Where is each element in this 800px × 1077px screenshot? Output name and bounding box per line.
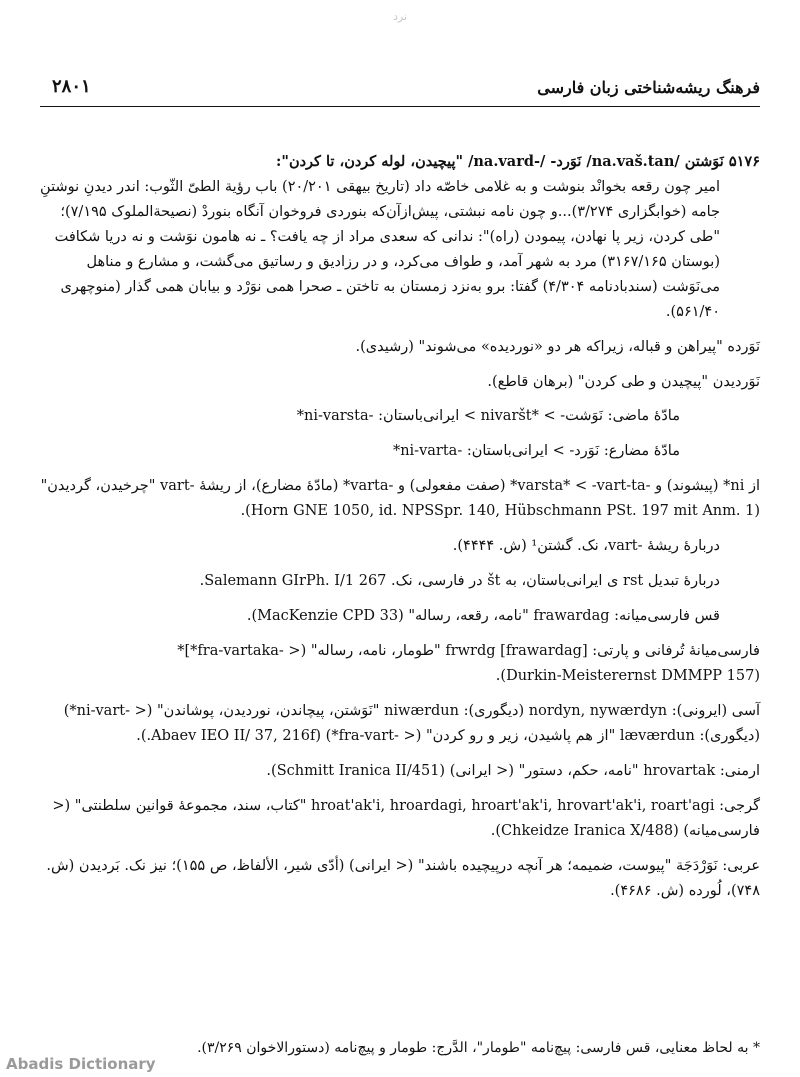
header-divider <box>40 106 760 107</box>
entry-headword: ۵۱۷۶ نَوَشتن /na.vaš.tan/ نَوَرد- /-na.vard/ "پیچیدن، لوله کردن، تا کردن": <box>276 153 760 170</box>
sound-change-note: دربارهٔ تبدیل rst ی ایرانی‌باستان، به št در فارسی، نک. Salemann GIrPh. I/1 267. <box>199 573 720 590</box>
arabic-loan: عربی: نَوَرْدَجَة "پیوست، ضمیمه؛ هر آنچه درپیچیده باشند" (< ایرانی) (أدّی شیر، الألفاظ، ص ۱۵۵)؛ نیز نک. بَردیدن (ش. ۷۴۸)، لُورده (ش. ۴۶۸۶). <box>46 857 760 899</box>
running-header-title: فرهنگ ریشه‌شناختی زبان فارسی <box>537 78 760 97</box>
entry-body <box>40 150 760 903</box>
entry-quotations: امیر چون رقعه بخوانْد بنوشت و به غلامی خاصّه داد (تاریخ بیهقی ۲۰/۲۰۱) باب رؤیة الطیّ الثّوب: اندر دیدنِ نوشتنِ جامه (خوابگزاری ۳/۲۷۴)...و چون نامه نبشتی، پیش‌ازآن‌که بنوردی فروخوان آنگاه بنوردْ (نصیحة‌الملوک ۷/۱۹۵)؛ "طی کردن، زیر پا نهادن، پیمودن (راه)": ندانی که سعدی مراد از چه یافت؟ ـ نه هامون نوَشت و نه دریا شکافت (بوستان ۳۱۶۷/۱۶۵) مرد به شهر آمد، و طواف می‌کرد، و در رزادیق و رساتیق می‌گشت، و مشارع و مناهل می‌نَوَشت (سندبادنامه ۴/۳۰۴) گفتا: برو به‌نزد زمستان به تاختن ـ صحرا همی نوَرْد و بیابان همی گذار (منوچهری ۵۶۱/۴۰). <box>40 178 720 320</box>
middle-persian-cognate: قس فارسی‌میانه: frawardag "نامه، رقعه، رساله" (MacKenzie CPD 33). <box>246 608 720 625</box>
root-reference: دربارهٔ ریشهٔ -vart، نک. گشتن¹ (ش. ۴۴۴۴). <box>452 538 720 555</box>
present-stem-line: مادّهٔ مضارع: نَوَرد- > ایرانی‌باستان: -ni-varta* <box>392 443 680 460</box>
top-tag: نرد <box>392 10 408 23</box>
etymology-paragraph: از ni* (پیشوند) و -varsta* < -vart-ta* (صفت مفعولی) و -varta* (مادّهٔ مضارع)، از ریشهٔ -vart "چرخیدن، گردیدن" (Horn GNE 1050, id. NPSSpr. 140, Hübschmann PSt. 197 mit Anm. 1). <box>40 478 760 520</box>
manichaean-reference: (Durkin-Meisterernst DMMPP 157). <box>495 667 760 684</box>
ossetic-cognate: آسی (ایرونی): nordyn, nywærdyn (دیگوری): niwærdun "نَوَشتن، پیچاندن، نوردیدن، پوشاندن" (< -ni-vart*) (دیگوری): læværdun "از هم پاشیدن، زیر و رو کردن" (< -fra-vart*) (Abaev IEO II/ 37, 216f.). <box>63 702 760 744</box>
entry-derivative-navardidan: نَوَردیدن "پیچیدن و طی کردن" (برهان قاطع). <box>487 373 760 390</box>
armenian-loan: ارمنی: hrovartak "نامه، حکم، دستور" (< ایرانی) (Schmitt Iranica II/451). <box>266 762 760 779</box>
manichaean-parthian-cognate: فارسی‌میانهٔ تُرفانی و پارتی: frwrdg [frawardag] "طومار، نامه، رساله" (< -fra-vartaka*]* <box>177 643 760 659</box>
footnote: * به لحاظ معنایی، قس فارسی: پیچ‌نامه "طومار"، الدَّرج: طومار و پیچ‌نامه (دستورالاخوان ۳/۲۶۹). <box>197 1040 760 1056</box>
page-number: ۲۸۰۱ <box>52 76 91 97</box>
entry-derivative-navarde: نَوَرده "پیراهن و قباله، زیراکه هر دو «نوردیده» می‌شوند" (رشیدی). <box>355 338 760 355</box>
georgian-loan: گرجی: hroat'ak'i, hroardagi, hroart'ak'i, hrovart'ak'i, roart'agi "کتاب، سند، مجموعهٔ قوانین سلطنتی" (< فارسی‌میانه) (Chkeidze Iranica X/488). <box>52 797 760 839</box>
watermark: Abadis Dictionary <box>6 1055 156 1073</box>
past-stem-line: مادّهٔ ماضی: نَوَشت- > *nivaršt > ایرانی‌باستان: -ni-varsta* <box>296 408 680 425</box>
